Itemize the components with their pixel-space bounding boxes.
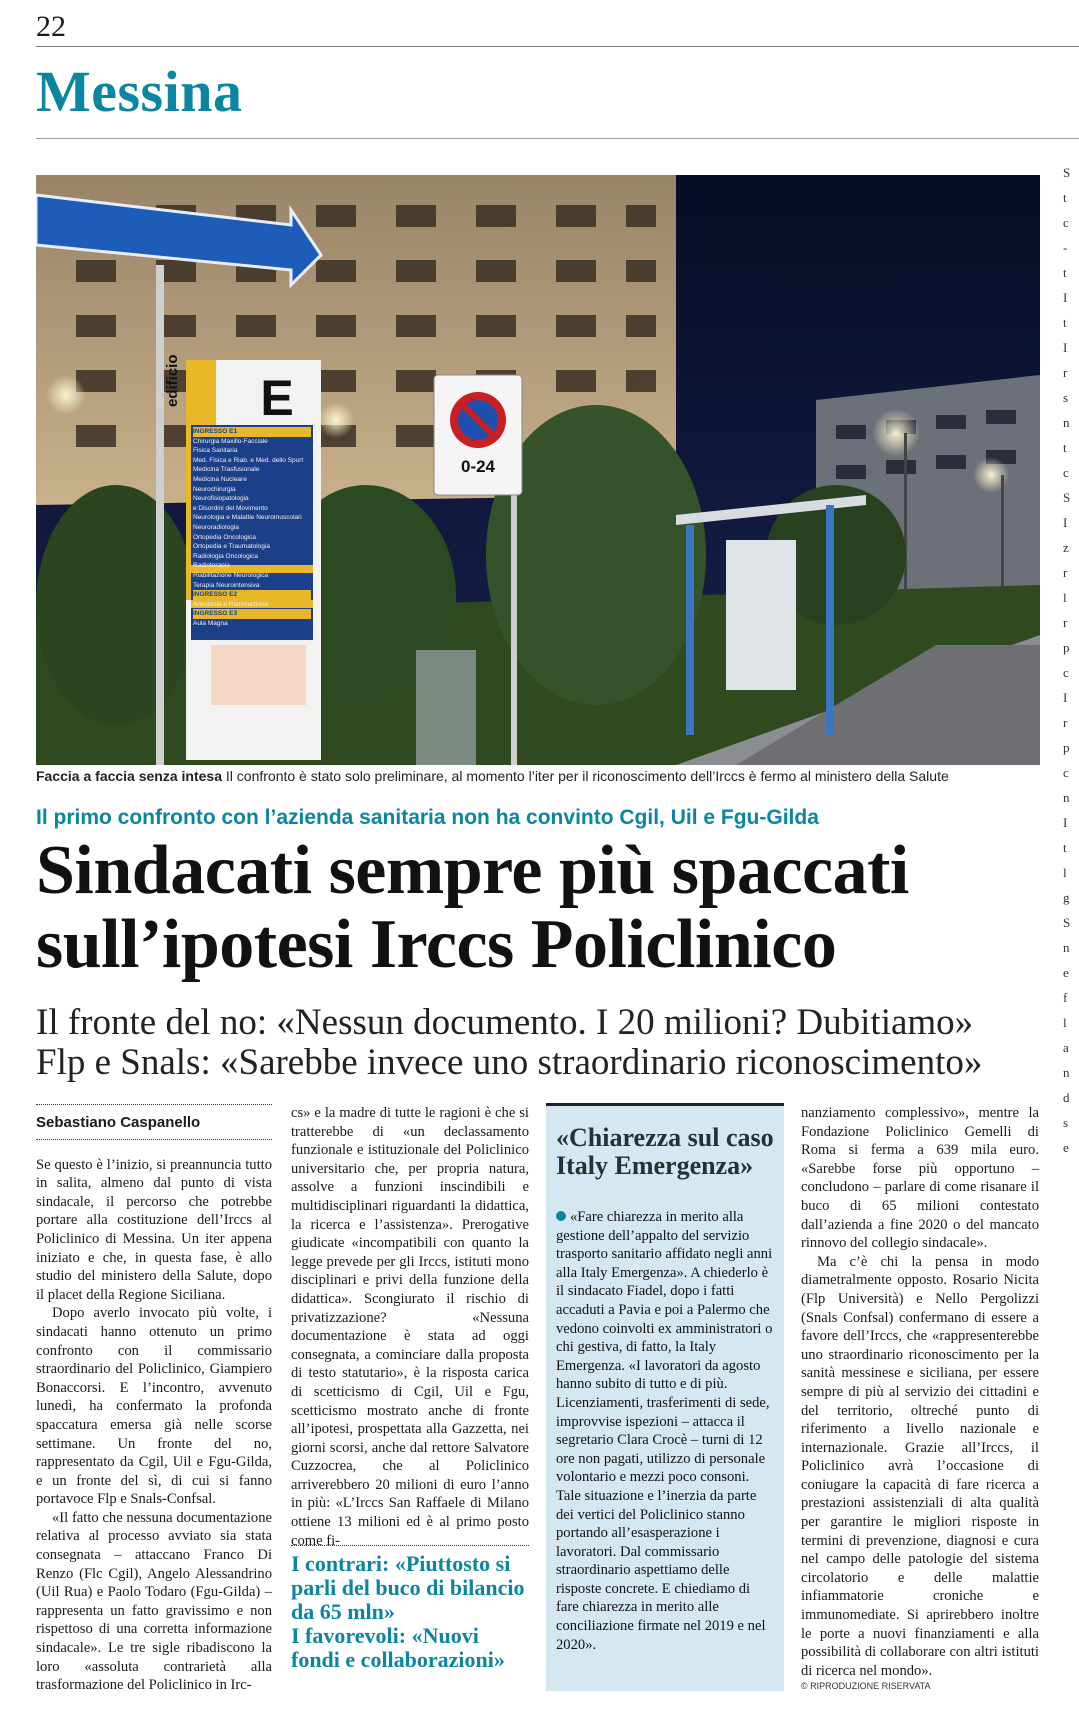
sign-entry: Radiologia Oncologica [193, 552, 259, 560]
no-parking-hours: 0-24 [460, 457, 496, 476]
sign-entry: Neuroradiologia [193, 523, 239, 531]
edge-letter: l [1063, 1015, 1067, 1030]
sign-entry: Neurofisiopatologia [193, 495, 249, 503]
edge-letter: g [1063, 890, 1070, 905]
sign-entry: Medicina Nucleare [193, 475, 247, 483]
photo-caption [36, 768, 1046, 784]
sign-entry: Neurochirurgia [193, 485, 236, 493]
edge-letter: - [1063, 240, 1068, 255]
pullquote-contrari: I contrari: «Piuttosto si parli del buco di bilancio da 65 mln» [291, 1551, 525, 1624]
sidebox-body [556, 1208, 774, 1654]
sign-entry: Terapia Neurointensiva [193, 581, 260, 589]
paragraph: «Il fatto che nessuna documentazione relativa al processo avviato sia stata consegnata – attaccano Franco Di Renzo (Flc Cgil), Angelo Alessandrino (Uil Rua) e Paolo Todaro (Fgu-Gilda) – rappresenta un fatto gravissimo e non rispettoso di una corretta informazione sindacale». Le tre sigle ribadiscono la loro «assoluta contrarietà alla trasformazione del Policlinico in Irc- [36, 1509, 272, 1694]
sign-entry: Med. Fisica e Riab. e Med. dello Sport [193, 456, 304, 464]
adjacent-article-edge [1063, 160, 1079, 1700]
sign-entry: Chirurgia Maxillo-Facciale [193, 437, 268, 445]
byline: Sebastiano Caspanello [36, 1114, 201, 1131]
sign-letter: E [260, 370, 294, 426]
edge-letter: t [1063, 265, 1067, 280]
edge-letter: t [1063, 840, 1067, 855]
article-column-4 [801, 1104, 1039, 1680]
paragraph: Dopo averlo invocato più volte, i sindacati hanno ottenuto un primo confronto con il commissario straordinario del Policlinico, Giampiero Bonaccorsi. E l’incontro, avvenuto lunedì, ha confermato la profonda spaccatura emersa già nelle scorse settimane. Un fronte del no, rappresentato da Cgil, Uil e Fgu-Gilda, e un fronte del sì, di cui si fanno portavoce Flp e Snals-Confsal. [36, 1305, 272, 1508]
edge-letter: t [1063, 440, 1067, 455]
pullquote-favorevoli: I favorevoli: «Nuovi fondi e collaborazioni» [291, 1623, 505, 1672]
edge-letter: S [1063, 165, 1071, 180]
article-headline [36, 834, 1046, 982]
sidebar-box [546, 1103, 784, 1691]
headline-line-1: Sindacati sempre più spaccati [36, 832, 909, 909]
edge-letter: n [1063, 1065, 1070, 1080]
edge-letter: c [1063, 465, 1069, 480]
edge-letter: p [1063, 740, 1070, 755]
sidebox-text: «Fare chiarezza in merito alla gestione dell’appalto del servizio trasporto sanitario affidato negli anni alla Italy Emergenza». A chiederlo è il sindacato Fiadel, dopo i fatti accaduti a Pavia e poi a Palermo che vedono coinvolti ex amministratori o chi gestiva, di fatto, la Italy Emergenza. «I lavoratori da agosto hanno subito di tutto e di più. Licenziamenti, trasferimenti di sede, improvvise ispezioni – attacca il segretario Clara Crocè – turni di 12 ore non pagati, utilizzo di personale volontario e mezzi poco consoni. Tale situazione e l’inerzia da parte dei vertici del Policlinico stanno portando all’esasperazione i lavoratori. Dal commissario straordinario aspettiamo delle risposte concrete. E chiediamo di fare chiarezza in merito alle conciliazione firmate nel 2019 e nel 2020». [556, 1209, 773, 1653]
caption-text: Il confronto è stato solo preliminare, al momento l’iter per il riconoscimento dell’Irccs è fermo al ministero della Salute [222, 768, 949, 784]
edge-letter: t [1063, 190, 1067, 205]
page-number: 22 [36, 10, 66, 43]
article-photo [36, 175, 1040, 765]
caption-bold: Faccia a faccia senza intesa [36, 768, 222, 784]
paragraph: nanziamento complessivo», mentre la Fondazione Policlinico Gemelli di Roma si ferma a 639 mila euro. «Sarebbe forse più opportuno – concludono – parlare di come risanare il buco di 65 milioni contestato dall’azienda a fine 2020 o del mancato rinnovo del collegio sindacale». [801, 1105, 1039, 1252]
sign-entry: Medicina Trasfusionale [193, 466, 260, 474]
edge-letter: r [1063, 565, 1068, 580]
article-subhead [36, 1003, 1046, 1083]
edge-letter: r [1063, 615, 1068, 630]
top-rule [36, 46, 1079, 47]
sidebox-title: «Chiarezza sul caso Italy Emergenza» [556, 1123, 774, 1180]
edge-letter: d [1063, 1090, 1070, 1105]
edge-letter: S [1063, 490, 1071, 505]
sign-entry: Ortopedia Oncologica [193, 533, 256, 541]
edge-letter: n [1063, 415, 1070, 430]
edge-letter: l [1063, 590, 1067, 605]
sign-entry: Radioterapia [193, 562, 230, 570]
edge-letter: I [1063, 290, 1068, 305]
edge-letter: I [1063, 815, 1068, 830]
byline-rule-bottom [36, 1139, 272, 1140]
sign-entry: Anestesia e Rianimazione [193, 600, 269, 608]
edge-letter: n [1063, 790, 1070, 805]
edge-letter: e [1063, 965, 1069, 980]
pullquote-rule [291, 1545, 529, 1546]
headline-line-2: sull’ipotesi Irccs Policlinico [36, 906, 837, 983]
paragraph: cs» e la madre di tutte le ragioni è che si tratterebbe di «un declassamento funzionale e istituzionale del Policlinico universitario che, per propria natura, assolve a funzioni inscindibili e multidisciplinari riguardanti la didattica, la ricerca e l’assistenza». Prerogative giudicate «incompatibili con quanto la legge prevede per gli Irccs, istituti mono disciplinari e privi della funzione della didattica». Scongiurato il rischio di privatizzazione? «Nessuna documentazione è stata ad oggi consegnata, a cominciare dalla proposta di testo statutario», è la risposta carica di scetticismo di Cgil, Uil e Fgu, scetticismo mostrato anche di fronte all’ipotesi, prospettata alla Gazzetta, nei giorni scorsi, anche dal rettore Salvatore Cuzzocrea, che al Policlinico arriverebbero 20 milioni di euro l’anno in più: «L’Irccs San Raffaele di Milano ottiene 13 milioni ed è al primo posto come fi- [291, 1105, 529, 1549]
edge-letter: z [1063, 540, 1069, 555]
subhead-line-1: Il fronte del no: «Nessun documento. I 20 milioni? Dubitiamo» [36, 1002, 974, 1043]
sign-entry: Neurologia e Malattie Neuromuscolari [193, 514, 302, 522]
copyright-note: © RIPRODUZIONE RISERVATA [801, 1681, 931, 1691]
edge-letter: I [1063, 340, 1068, 355]
edge-letter: r [1063, 365, 1068, 380]
paragraph: Ma c’è chi la pensa in modo diametralmente opposto. Rosario Nicita (Flp Università) e Nello Pergolizzi (Snals Confsal) confermano di essere a favore dell’Irccs, che «rappresenterebbe uno straordinario riconoscimento per la sanità messinese e siciliana, per essere sempre di più al servizio dei cittadini e del territorio, oltreché punto di riferimento a livello nazionale e internazionale. Grazie all’Irccs, il Policlinico avrà l’occasione di coniugare la capacità di fare ricerca a prestazioni assistenziali di alta qualità per garantire le migliori risposte in termini di prevenzione, diagnosi e cura nel campo delle patologie del sistema circolatorio e delle malattie infiammatorie croniche e immunomediate. Si aprirebbero inoltre le porte a nuovi finanziamenti e alla possibilità di collaborare con altri istituti di ricerca nel mondo». [801, 1253, 1039, 1679]
sign-entry: INGRESSO E3 [193, 609, 311, 619]
section-rule [36, 138, 1079, 139]
bullet-icon [556, 1211, 566, 1221]
edge-letter: c [1063, 215, 1069, 230]
pullquote [291, 1552, 531, 1672]
edge-letter: S [1063, 915, 1071, 930]
sign-entry: Aula Magna [193, 619, 228, 627]
edge-letter: I [1063, 515, 1068, 530]
section-title: Messina [36, 59, 243, 124]
article-column-1 [36, 1104, 272, 1695]
edge-letter: t [1063, 315, 1067, 330]
byline-rule-top [36, 1104, 272, 1105]
paragraph: Se questo è l’inizio, si preannuncia tutto in salita, almeno dal punto di vista sindacale, il percorso che potrebbe portare alla costituzione dell’Irccs al Policlinico di Messina. Un iter appena iniziato e che, in questa fase, è allo studio del ministero della Salute, dopo il placet della Regione Siciliana. [36, 1156, 272, 1303]
sign-directory-list [193, 427, 311, 642]
edge-letter: n [1063, 940, 1070, 955]
edge-letter: e [1063, 1140, 1069, 1155]
sign-word: edificio [164, 354, 181, 407]
sign-entry: Fisica Sanitaria [193, 447, 238, 455]
edge-letter: l [1063, 865, 1067, 880]
edge-letter: c [1063, 765, 1069, 780]
subhead-line-2: Flp e Snals: «Sarebbe invece uno straordinario riconoscimento» [36, 1042, 983, 1083]
sign-entry: e Disordini del Movimento [193, 504, 268, 512]
article-column-2 [291, 1104, 529, 1550]
sign-entry: Riabilitazione Neurologica [193, 571, 269, 579]
sign-entry: INGRESSO E2 [193, 590, 311, 600]
edge-letter: I [1063, 690, 1068, 705]
article-kicker: Il primo confronto con l’azienda sanitaria non ha convinto Cgil, Uil e Fgu-Gilda [36, 806, 819, 829]
edge-letter: s [1063, 390, 1069, 405]
sign-entry: INGRESSO E1 [193, 427, 311, 437]
hospital-night-photo [36, 175, 1040, 765]
edge-letter: f [1063, 990, 1068, 1005]
edge-letter: p [1063, 640, 1070, 655]
edge-letter: a [1063, 1040, 1069, 1055]
sign-entry: Ortopedia e Traumatologia [193, 543, 270, 551]
edge-letter: c [1063, 665, 1069, 680]
edge-letter: r [1063, 715, 1068, 730]
edge-letter: s [1063, 1115, 1069, 1130]
